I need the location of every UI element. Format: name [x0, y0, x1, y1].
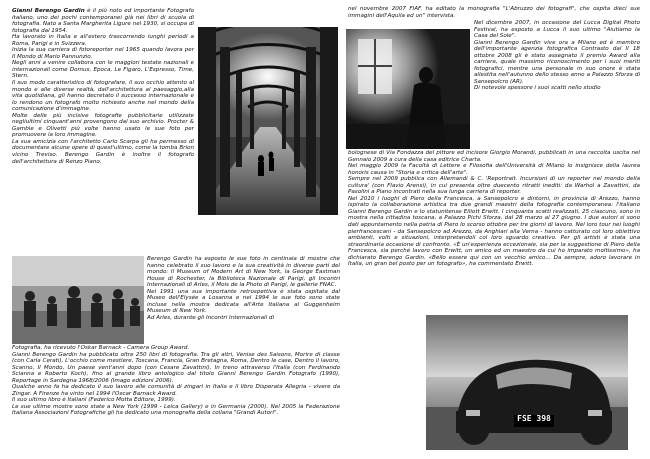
bottom-p3: Qualche anno fa ha dedicato il suo lavoro alle comunità di zingari in Italia e il libro Disperata Allegria - vivere da Zingar. A Firenze ha vinto nel 1994 l'Oscar Barnack Award. — [12, 384, 340, 397]
photo-gallery-arcade-image — [198, 27, 338, 215]
left-bio-block — [12, 8, 194, 165]
right-a2: Gianni Berengo Gardin vive ora a Milano ed è membro dell'importante agenzia fotografica Contrasto dal Il 18 ottobre 2008 gli è stato assegnato il premio Award alla carriera, quale massimo riconoscimento per i suoi meriti fotografici, mentre una personale in suo onore è stata allestita nell'autunno dello stesso anno a Palazzo Sforza di Sansepolcro (AR). — [474, 39, 640, 85]
right-a1: Nel dicembre 2007, in occasione del Lucca Digital Photo Festival, ha esposto a Lucca il suo ultimo "Aiutiamo la Casa del Sole". — [474, 20, 640, 40]
bio-p2: Ha lavorato in Italia e all'estero trascorrendo lunghi periodi a Roma, Parigi e in Svizzera. — [12, 34, 194, 47]
exhibitions-p1: Berengo Gardin ha esposto le sue foto in centinaia di mostre che hanno celebrato il suo lavoro e la sua creatività in diverse parti del mondo: Il Museum of Modern Art di New York, la George Eastman House di Rochester, la Biblioteca Nazionale di Parigi, gli Incontri Internazionali di Arles, il Mois de la Photo di Parigi, le gallerie FNAC. — [147, 256, 340, 289]
photo-interior-window-image — [346, 29, 470, 149]
right-b4: Nel 2010 i luoghi di Piero della Francesca, a Sansepolcro e dintorni, in provincia di Arezzo, hanno ispirato la collaborazione artistica tra due grandi maestri della fotografia contemporanea: l'italiano Gianni Berengo Gardin e lo statunitense Elliott Erwitt. I cinquanta scatti realizzati, 25 ciascuno, sono in mostra nella cittadina toscana, a Palazzo Pichi Sforza, dal 28 marzo al 27 giugno. I due autori si sono dati appuntamento nella patria di Piero lo scorso ottobre per tre giorni di lavoro. Nel loro tour nei luoghi pierfrancescani - da Sansepolcro ad Arezzo, da Anghiari alla Verna - hanno catturato col loro obiettivo ambienti, volti e situazioni, interpretandoli col loro sguardo creativo. Per gli artisti è stata una straordinaria occasione di confronto. «È un'esperienza eccezionale, sia per la suggestione di Piero della Francesca, sia perché lavoro con Erwitt, un amico ed un maestro da cui ho imparato moltissimo», ha dichiarato Berengo Gardin. «Bello essere qui con un vecchio amico... Da sempre, adoro lavorare in Italia, un gran bel posto per un fotografo», ha commentato Erwitt. — [348, 195, 640, 268]
left-exhibitions-block — [147, 256, 340, 321]
intro-name: Gianni Berengo Gardin — [12, 8, 85, 14]
bottom-p5: Le sue ultime mostre sono state a New York (1999 - Leica Gallery) e in Germania (2000). Nel 2005 la Federazione Italiana Associazioni Fotografiche gli ha dedicato una monografia della collana "Grandi Autori". — [12, 403, 340, 417]
intro-text: è il più noto ed importante Fotografo italiano, uno dei pochi contemporanei già nei libri di scuola di fotografia. Nato a Santa Margherita Ligure nel 1930, si occupa di fotografia dal 1954. — [12, 8, 194, 34]
right-a3: Di notevole spessore i suoi scatti nello studio — [474, 85, 601, 92]
right-b3: Sempre nel 2009 pubblica con Allemandi & C. 'Reportrait. Incursioni di un reporter nel mondo della cultura' (con Flavio Arensi), in cui presenta oltre duecento ritratti inediti: da Warhol a Zavattini, da Pasolini a Piano incontrati nella sua lunga carriera di reporter. — [348, 176, 640, 196]
photo-gallery-arcade — [198, 27, 338, 215]
right-top-intro — [348, 6, 640, 19]
photo-car-seaside-image — [426, 315, 628, 450]
bottom-p1: Fotografia, ha ricevuto l'Oskar Barnack - Camera Group Award. — [12, 345, 190, 351]
right-top-block — [474, 20, 640, 92]
car-license-plate: FSE 398 — [517, 414, 551, 423]
photo-children-group-image — [12, 256, 144, 344]
exhibitions-p3: Ad Arles, durante gli Incontri Internazionali di — [147, 314, 275, 321]
bottom-p4: Il suo ultimo libro è Italiani (Federico Motta Editore, 1999). — [12, 397, 176, 404]
bio-p4: Negli anni a venire collabora con le maggiori testate nazionali e internazionali come Domus, Epoca, Le Figaro, L'Espresso, Time, Stern. — [12, 60, 194, 80]
photo-children-group — [12, 256, 144, 344]
bio-p7: La sua amicizia con l'architetto Carlo Scarpa gli ha permesso di documentare alcune opere di quest'ultimo, come la tomba Brion vicino Treviso. Berengo Gardin è inoltre il fotografo dell'architettura di Renzo Piano. — [12, 138, 194, 165]
bio-p3: Inizia la sua carriera di fotoreporter nel 1965 quando lavora per Il Mondo di Mario Pannunzio. — [12, 47, 194, 60]
right-top-p1: nel novembre 2007 FIAF. ha editato la monografia "L'Abruzzo dei fotografi", che ospita dieci sue immagini dell'Aquila ed un" intervista. — [348, 6, 640, 19]
photo-car-seaside — [426, 315, 628, 450]
right-b1: bolognese di Via Fondazza del pittore ed incisore Giorgio Morandi, pubblicati in una raccolta uscita nel Gennaio 2009 a cura della casa editrice Charta. — [348, 150, 640, 163]
bottom-p2: Gianni Berengo Gardin ha pubblicato oltre 250 libri di fotografia. Tra gli altri, Venise des Saisons, Morire di classe (con Carla Cerati), L'occhio come mestiere, Toscana, Francia, Gran Bretagna, Roma, Dentro le case, Dentro il lavoro, Scanno, Il Mondo, Un paese vent'anni dopo (con Cesare Zavattini), In treno attraverso l'Italia (con Ferdinando Scianna e Roberto Koch), fino al grande libro antologico dal titolo Gianni Berengo Gardin Fotografo (1990), Reportage in Sardegna 1968/2006 (Imago edizioni 2006). — [12, 351, 340, 384]
bio-p5: Il suo modo caratteristico di fotografare, il suo occhio attento al mondo e alle diverse realtà, dall'architettura al paesaggio,alla vita quotidiana, gli hanno decretato il successo internazionale e lo rendono un fotografo molto richiesto anche nel mondo della comunicazione d'immagine. — [12, 80, 194, 113]
exhibitions-p2: Nel 1991 una sua importante retrospettiva è stata ospitata dal Museo dell'Elysée a Losanna e nel 1994 le sue foto sono state incluse nella mostra dedicata all'Arte Italiana al Guggenheim Museum di New York. — [147, 288, 340, 315]
photo-interior-window — [346, 29, 470, 149]
bio-p6: Molte delle più incisive fotografie pubblicitarie utilizzate negliultimi cinquant'anni provengono dal suo archivio. Procter & Gamble e Olivetti più volte hanno usato le sue foto per promuovere la loro immagine. — [12, 112, 194, 139]
left-bottom-block — [12, 345, 340, 417]
right-middle-block — [348, 150, 640, 268]
right-b2: Nel maggio 2009 la Facoltà di Lettere e Filosofia dell'Università di Milano lo insignisce della laurea honoris causa in "Storia e critica dell'arte". — [348, 163, 640, 176]
